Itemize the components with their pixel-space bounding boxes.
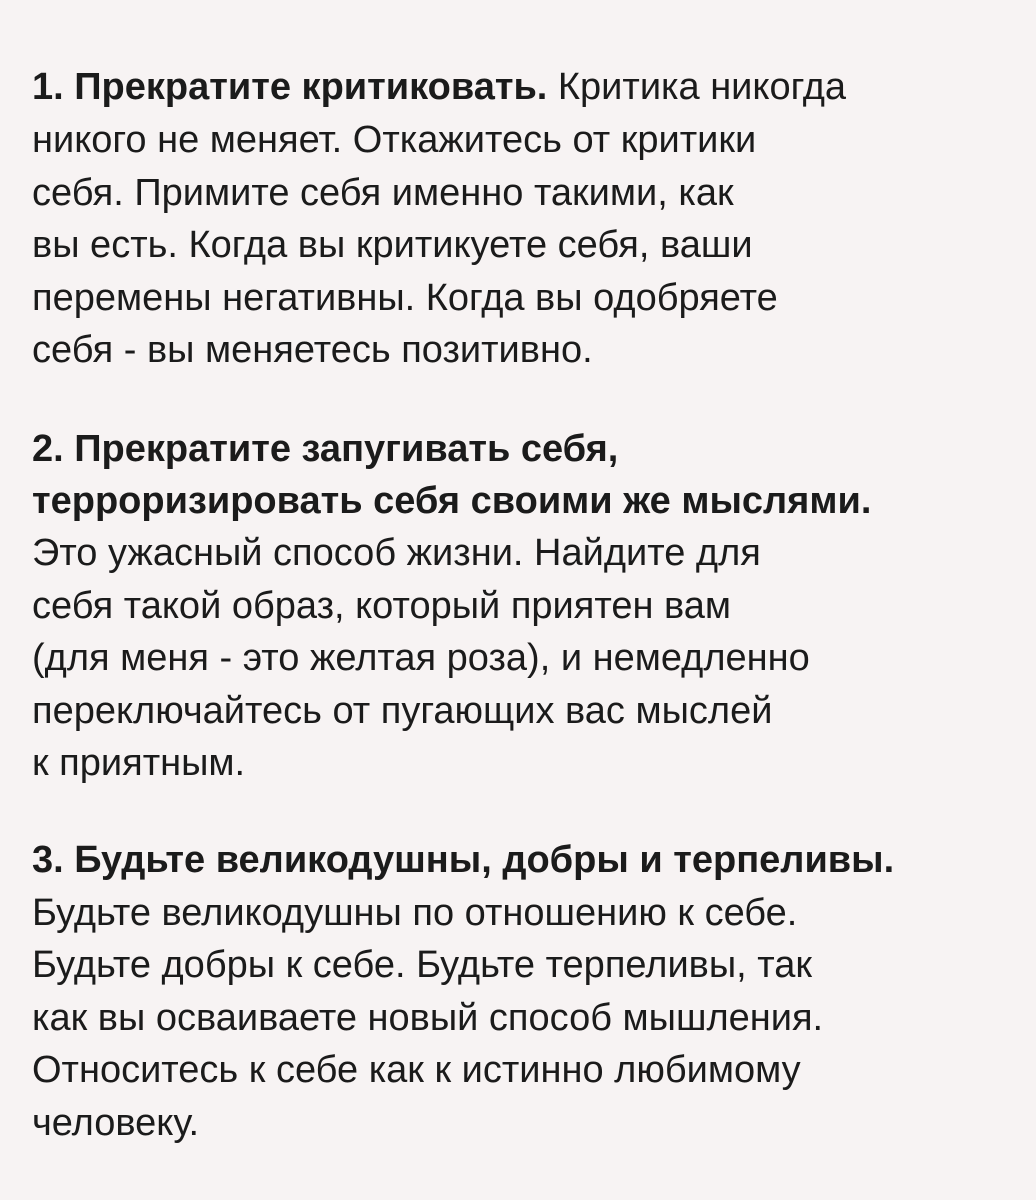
item-3-heading: 3. Будьте великодушны, добры и терпеливы. [32, 839, 895, 881]
item-2-line-3: Это ужасный способ жизни. Найдите для [32, 532, 761, 574]
item-2-line-6: переключайтесь от пугающих вас мыслей [32, 690, 773, 732]
item-2-heading-line-1: 2. Прекратите запугивать себя, [32, 428, 619, 470]
item-3-line-2: Будьте великодушны по отношению к себе. [32, 892, 798, 934]
item-3-line-4: как вы осваиваете новый способ мышления. [32, 997, 824, 1039]
item-1-line-1-text: Критика никогда [547, 66, 847, 108]
item-1-line-4: вы есть. Когда вы критикуете себя, ваши [32, 224, 753, 266]
item-1-line-5: перемены негативны. Когда вы одобряете [32, 277, 778, 319]
item-3-line-3: Будьте добры к себе. Будьте терпеливы, так [32, 944, 813, 986]
item-2-line-5: (для меня - это желтая роза), и немедленно [32, 637, 810, 679]
item-1-line-3: себя. Примите себя именно такими, как [32, 172, 734, 214]
item-1-line-6: себя - вы меняетесь позитивно. [32, 329, 593, 371]
item-1-line-1 [32, 68, 846, 106]
item-1-heading: 1. Прекратите критиковать. [32, 66, 548, 108]
item-2-line-7: к приятным. [32, 742, 246, 784]
item-2-line-4: себя такой образ, который приятен вам [32, 585, 732, 627]
item-1-line-2: никого не меняет. Откажитесь от критики [32, 119, 757, 161]
item-3-line-5: Относитесь к себе как к истинно любимому [32, 1049, 801, 1091]
item-3-line-6: человеку. [32, 1102, 200, 1144]
item-2-heading-line-2: терроризировать себя своими же мыслями. [32, 480, 872, 522]
